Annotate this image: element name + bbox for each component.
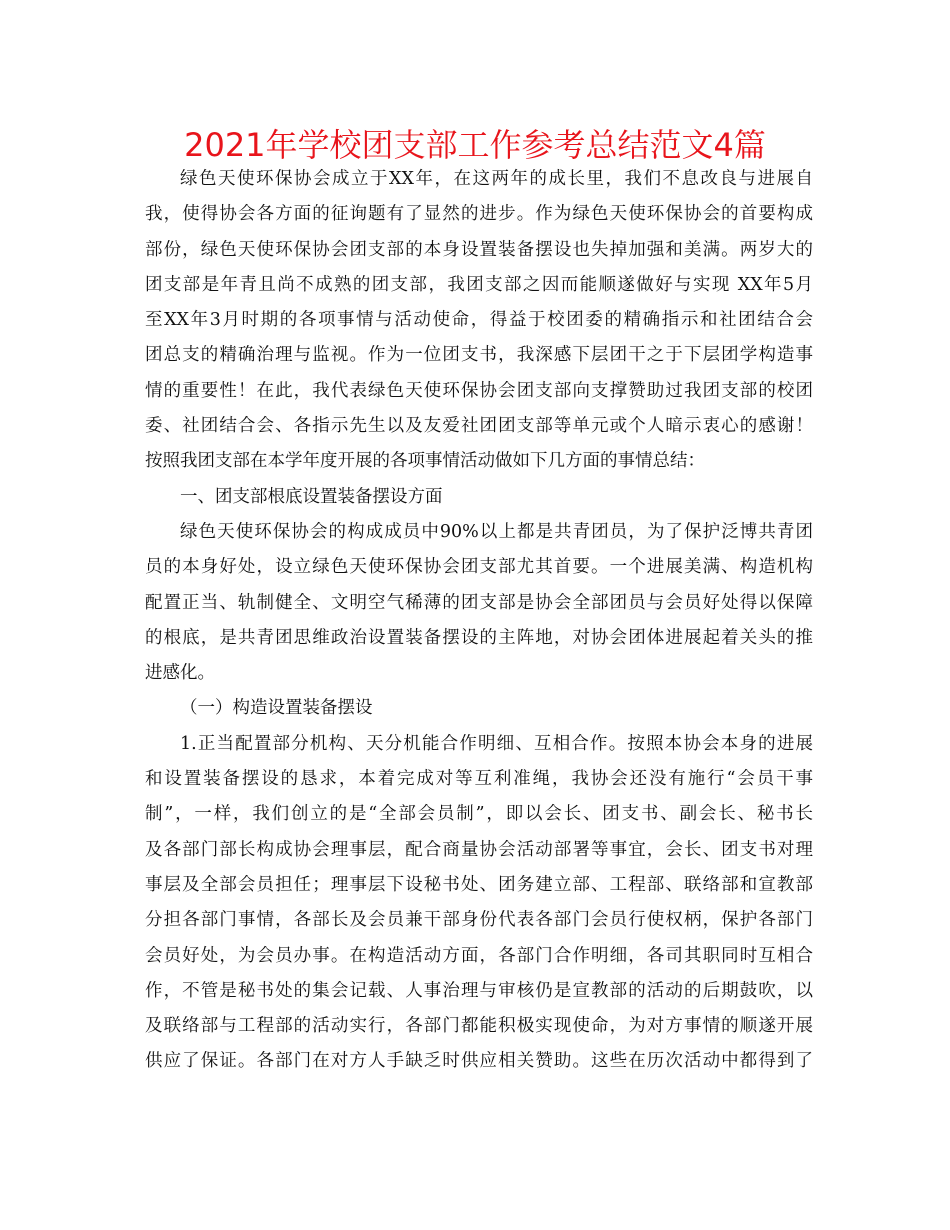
text-line: 员的本身好处，设立绿色天使环保协会团支部尤其首要。一个进展美满、构造机构 [145,557,813,578]
text-line: 和设置装备摆设的恳求，本着完成对等互利准绳，我协会还没有施行“会员干事 [145,769,813,790]
text-line: 及联络部与工程部的活动实行，各部门都能积极实现使命，为对方事情的顺遂开展 [145,1016,813,1037]
text-line: 分担各部门事情，各部长及会员兼干部身份代表各部门会员行使权柄，保护各部门 [145,910,813,931]
text-line: 部份，绿色天使环保协会团支部的本身设置装备摆设也失掉加强和美满。两岁大的 [145,239,813,260]
text-line: 至XX年3月时期的各项事情与活动使命，得益于校团委的精确指示和社团结合会 [145,310,813,331]
paragraph [145,727,813,1080]
text-line: 团总支的精确治理与监视。作为一位团支书，我深感下层团干之于下层团学构造事 [145,345,813,366]
paragraph [145,515,813,691]
section-heading [145,480,813,515]
text-line: 及各部门部长构成协会理事层，配合商量协会活动部署等事宜，会长、团支书对理 [145,839,813,860]
text-line: 绿色天使环保协会的构成成员中90%以上都是共青团员，为了保护泛博共青团 [180,521,813,542]
document-body [145,162,813,1080]
text-line: 绿色天使环保协会成立于XX年，在这两年的成长里，我们不息改良与进展自 [180,169,813,189]
text-line: 1.正当配置部分机构、天分机能合作明细、互相合作。按照本协会本身的进展 [180,733,813,754]
text-line: 情的重要性！在此，我代表绿色天使环保协会团支部向支撑赞助过我团支部的校团 [145,380,813,401]
text-line: 委、社团结合会、各指示先生以及友爱社团团支部等单元或个人暗示衷心的感谢！ [145,416,813,437]
subsection-heading [145,691,813,726]
text-line: 制”，一样，我们创立的是“全部会员制”，即以会长、团支书、副会长、秘书长 [145,804,813,825]
text-line: 事层及全部会员担任；理事层下设秘书处、团务建立部、工程部、联络部和宣教部 [145,874,813,895]
text-line: 作，不管是秘书处的集会记载、人事治理与审核仍是宣教部的活动的后期鼓吹，以 [145,980,813,1001]
text-line: 配置正当、轨制健全、文明空气稀薄的团支部是协会全部团员与会员好处得以保障 [145,592,813,613]
text-line: （一）构造设置装备摆设 [180,698,373,719]
text-line: 进感化。 [145,663,215,684]
paragraph [145,162,813,480]
text-line: 我，使得协会各方面的征询题有了显然的进步。作为绿色天使环保协会的首要构成 [145,204,813,225]
document-title: 2021年学校团支部工作参考总结范文4篇 [184,126,766,164]
text-line: 团支部是年青且尚不成熟的团支部，我团支部之因而能顺遂做好与实现 XX年5月 [145,274,813,295]
text-line: 供应了保证。各部门在对方人手缺乏时供应相关赞助。这些在历次活动中都得到了 [145,1051,813,1072]
text-line: 会员好处，为会员办事。在构造活动方面，各部门合作明细，各司其职同时互相合 [145,945,813,966]
text-line: 一、团支部根底设置装备摆设方面 [180,486,443,507]
text-line: 的根底，是共青团思维政治设置装备摆设的主阵地，对协会团体进展起着关头的推 [145,627,813,648]
text-line: 按照我团支部在本学年度开展的各项事情活动做如下几方面的事情总结： [145,451,705,472]
